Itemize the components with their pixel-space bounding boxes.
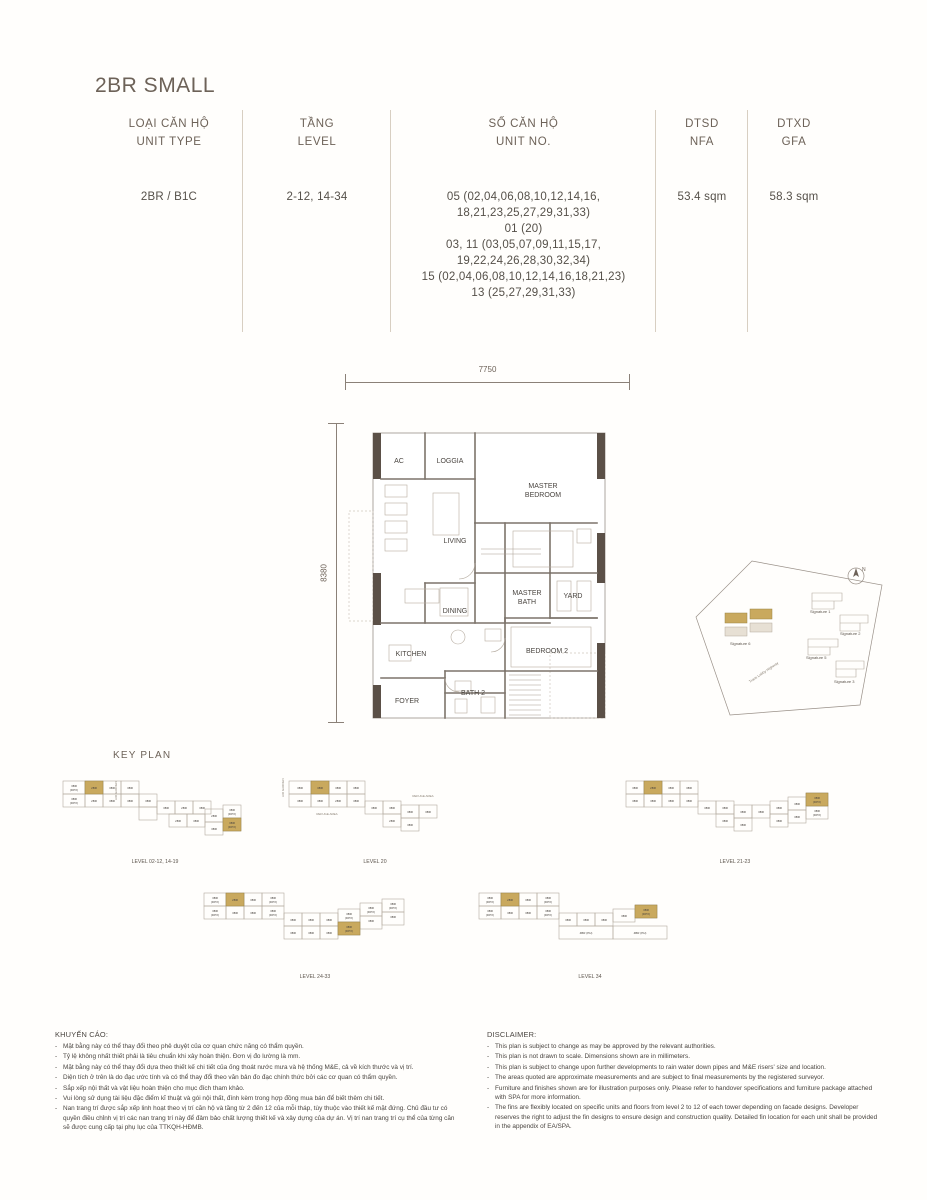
svg-text:2BR: 2BR xyxy=(232,898,238,902)
note-item xyxy=(487,1084,882,1103)
svg-text:3BR: 3BR xyxy=(371,806,377,810)
dimension-tick xyxy=(629,374,630,390)
svg-text:3BR: 3BR xyxy=(794,802,800,806)
dimension-left xyxy=(319,423,340,723)
svg-text:3BR: 3BR xyxy=(71,797,77,801)
svg-text:(DPX): (DPX) xyxy=(812,813,822,817)
svg-text:3BR: 3BR xyxy=(632,799,638,803)
svg-text:3BR: 3BR xyxy=(229,821,235,825)
header-en: UNIT NO. xyxy=(495,136,552,148)
note-text: Mặt bằng này có thể thay đổi dựa theo thiết kế chi tiết của ống thoát nước mưa và hệ thống M&E, cả về kích thước và vị trí. xyxy=(63,1063,414,1071)
header-vn: TẦNG xyxy=(299,118,335,130)
key-plan-caption: LEVEL 24-33 xyxy=(299,974,331,980)
svg-text:3BR: 3BR xyxy=(722,806,728,810)
header-en: LEVEL xyxy=(297,136,337,148)
note-dash: - xyxy=(487,1043,490,1050)
header-vn: LOẠI CĂN HỘ xyxy=(128,118,210,130)
note-item xyxy=(487,1042,882,1051)
room-label-master-bedroom: MASTER xyxy=(528,483,558,490)
floor-plan xyxy=(300,360,660,760)
site-tower-label: Signature 5 xyxy=(806,655,827,660)
svg-text:3BR: 3BR xyxy=(145,799,151,803)
svg-text:(DPX): (DPX) xyxy=(485,900,495,904)
svg-text:3BR: 3BR xyxy=(326,918,332,922)
floor-plan-drawing xyxy=(345,423,630,723)
dimension-tick xyxy=(328,722,344,723)
note-item xyxy=(55,1063,455,1072)
note-dash: - xyxy=(55,1063,58,1071)
svg-text:(DPX): (DPX) xyxy=(366,910,376,914)
svg-text:3BR: 3BR xyxy=(621,914,627,918)
note-text: Mặt bằng này có thể thay đổi theo phê duyệt của cơ quan chức năng có thẩm quyền. xyxy=(63,1043,304,1050)
room-label-master-bath-2: BATH xyxy=(517,599,537,606)
room-label-master-bedroom-2: BEDROOM xyxy=(524,492,562,499)
note-item xyxy=(487,1073,882,1082)
svg-text:(DPX): (DPX) xyxy=(388,906,398,910)
header-vn: SỐ CĂN HỘ xyxy=(488,118,559,130)
spec-value-line: 19,22,24,26,28,30,32,34) xyxy=(456,255,591,267)
header-en: NFA xyxy=(689,136,715,148)
svg-text:3BR: 3BR xyxy=(199,806,205,810)
key-plan-level-24-33 xyxy=(190,885,440,985)
svg-text:3BR: 3BR xyxy=(308,931,314,935)
svg-text:3BR: 3BR xyxy=(317,799,323,803)
svg-text:2BR: 2BR xyxy=(181,806,187,810)
site-tower-label: Signature 2 xyxy=(840,631,861,636)
svg-text:3BR: 3BR xyxy=(297,786,303,790)
svg-text:3BR: 3BR xyxy=(335,786,341,790)
note-dash: - xyxy=(487,1104,490,1112)
note-item xyxy=(55,1084,455,1093)
svg-text:3BR: 3BR xyxy=(487,909,493,913)
svg-text:3BR: 3BR xyxy=(368,906,374,910)
svg-text:3BR: 3BR xyxy=(326,931,332,935)
page-title: 2BR SMALL xyxy=(95,74,216,97)
svg-text:3BR: 3BR xyxy=(232,911,238,915)
svg-text:2BR: 2BR xyxy=(335,799,341,803)
notes-vietnamese xyxy=(55,1030,455,1134)
header-vn: DTXD xyxy=(777,118,811,130)
svg-text:3BR: 3BR xyxy=(346,925,352,929)
svg-text:(DPX): (DPX) xyxy=(268,900,278,904)
notes-title-vn: KHUYẾN CÁO: xyxy=(55,1030,109,1039)
note-text: Furniture and finishes shown are for illustration purposes only. Please refer to handover specifications and furniture package attached with SPA for more information. xyxy=(495,1084,873,1102)
unit-spec-table xyxy=(95,110,840,340)
room-label-loggia: LOGGIA xyxy=(436,458,464,465)
notes-title-en: DISCLAIMER: xyxy=(487,1030,537,1039)
spec-value xyxy=(656,189,748,205)
svg-text:(DPX): (DPX) xyxy=(641,912,651,916)
spec-value-line: 2BR / B1C xyxy=(140,191,198,203)
svg-text:3BR: 3BR xyxy=(250,898,256,902)
note-text: This plan is subject to change upon further developments to rain water down pipes and M&E risers' size and location. xyxy=(495,1063,826,1071)
svg-text:3BR: 3BR xyxy=(643,908,649,912)
site-road-label: Trans Lobby Highway xyxy=(748,661,780,684)
dimension-tick xyxy=(345,374,346,390)
svg-text:3BR: 3BR xyxy=(109,799,115,803)
spec-value-line: 58.3 sqm xyxy=(769,191,819,203)
note-dash: - xyxy=(55,1105,58,1113)
svg-text:3BR: 3BR xyxy=(525,898,531,902)
note-item xyxy=(487,1052,882,1061)
header-vn: DTSD xyxy=(685,118,719,130)
svg-text:3BR: 3BR xyxy=(212,896,218,900)
svg-text:(DPX): (DPX) xyxy=(812,800,822,804)
svg-text:3BR: 3BR xyxy=(776,819,782,823)
svg-text:REFUGE AREA: REFUGE AREA xyxy=(316,812,338,816)
note-item xyxy=(55,1104,455,1132)
note-text: Diện tích ở trên là do đạc ước tính và có thể thay đổi theo văn bản đo đạc chính thức bởi các cơ quan có thẩm quyền. xyxy=(63,1074,398,1082)
header-en: GFA xyxy=(781,136,807,148)
svg-text:(DPX): (DPX) xyxy=(543,913,553,917)
svg-text:4BR (PH): 4BR (PH) xyxy=(633,931,647,935)
dimension-tick xyxy=(328,423,344,424)
site-tower-label: Signature 3 xyxy=(834,679,855,684)
svg-text:3BR: 3BR xyxy=(776,806,782,810)
svg-text:AIR GARDEN: AIR GARDEN xyxy=(114,781,118,800)
spec-value xyxy=(95,189,243,205)
svg-text:(DPX): (DPX) xyxy=(344,929,354,933)
svg-text:3BR: 3BR xyxy=(353,786,359,790)
room-label-yard: YARD xyxy=(563,593,583,600)
svg-text:3BR: 3BR xyxy=(353,799,359,803)
svg-text:(DPX): (DPX) xyxy=(210,913,220,917)
note-text: Sắp xếp nội thất và vật liệu hoàn thiện cho mục đích tham khảo. xyxy=(63,1084,245,1092)
note-dash: - xyxy=(55,1084,58,1092)
dimension-line xyxy=(336,423,337,723)
note-dash: - xyxy=(55,1095,58,1103)
svg-text:3BR: 3BR xyxy=(425,810,431,814)
svg-text:(DPX): (DPX) xyxy=(69,801,79,805)
dimension-left-label: 8380 xyxy=(317,561,330,585)
room-label-bedroom-2: BEDROOM 2 xyxy=(525,648,569,655)
note-item xyxy=(55,1094,455,1103)
dimension-line xyxy=(345,382,630,383)
site-tower-label: Signature 6 xyxy=(730,641,751,646)
note-text: Nan trang trí được sắp xếp linh hoạt theo vị trí căn hộ và tầng từ 2 đến 12 của mỗi tháp, tùy thuộc vào thiết kế mặt đứng. Chủ đầu tư có quyền điều chỉnh vị trí các nan trang trí này để đảm bảo chất lượng thiết kế và xây dựng của dự án. Vị trí nan trang trí cụ thể của từng căn sẽ được cung cấp tại phụ lục của TTKQH-HĐMB. xyxy=(63,1105,455,1132)
svg-text:3BR: 3BR xyxy=(794,815,800,819)
key-plan-heading: KEY PLAN xyxy=(113,750,172,761)
svg-text:2BR: 2BR xyxy=(91,786,97,790)
svg-text:3BR: 3BR xyxy=(308,918,314,922)
key-plan-caption: LEVEL 21-23 xyxy=(719,859,751,865)
spec-value-line: 53.4 sqm xyxy=(677,191,727,203)
note-dash: - xyxy=(55,1043,58,1050)
svg-text:3BR: 3BR xyxy=(487,896,493,900)
svg-text:3BR: 3BR xyxy=(722,819,728,823)
svg-text:3BR: 3BR xyxy=(317,786,323,790)
spec-value-line: 18,21,23,25,27,29,31,33) xyxy=(456,207,591,219)
svg-text:3BR: 3BR xyxy=(525,911,531,915)
svg-text:3BR: 3BR xyxy=(632,786,638,790)
svg-text:(DPX): (DPX) xyxy=(344,916,354,920)
svg-text:3BR: 3BR xyxy=(668,786,674,790)
svg-text:(DPX): (DPX) xyxy=(69,788,79,792)
svg-text:3BR: 3BR xyxy=(407,823,413,827)
svg-text:3BR: 3BR xyxy=(583,918,589,922)
note-dash: - xyxy=(487,1074,490,1082)
spec-value-line: 03, 11 (03,05,07,09,11,15,17, xyxy=(446,239,601,251)
dimension-top xyxy=(345,365,630,386)
svg-text:3BR: 3BR xyxy=(163,806,169,810)
svg-text:3BR: 3BR xyxy=(109,786,115,790)
room-label-foyer: FOYER xyxy=(394,698,420,705)
svg-text:3BR: 3BR xyxy=(704,806,710,810)
svg-text:3BR: 3BR xyxy=(650,799,656,803)
svg-text:3BR: 3BR xyxy=(127,799,133,803)
svg-text:3BR: 3BR xyxy=(270,909,276,913)
key-plan-level-20 xyxy=(275,775,475,870)
svg-text:3BR: 3BR xyxy=(686,786,692,790)
note-text: The areas quoted are approximate measurements and are subject to final measurements by the registered surveyor. xyxy=(495,1074,825,1082)
svg-text:3BR: 3BR xyxy=(211,827,217,831)
note-item xyxy=(55,1073,455,1082)
note-dash: - xyxy=(55,1074,58,1082)
svg-text:3BR: 3BR xyxy=(290,918,296,922)
svg-text:3BR: 3BR xyxy=(740,823,746,827)
svg-text:3BR: 3BR xyxy=(390,915,396,919)
room-label-master-bath: MASTER xyxy=(512,590,542,597)
svg-text:2BR: 2BR xyxy=(650,786,656,790)
spec-column-unit-type xyxy=(95,110,243,340)
svg-text:3BR: 3BR xyxy=(290,931,296,935)
svg-text:3BR: 3BR xyxy=(407,810,413,814)
svg-text:3BR: 3BR xyxy=(346,912,352,916)
svg-text:2BR: 2BR xyxy=(389,819,395,823)
spec-value-line: 15 (02,04,06,08,10,12,14,16,18,21,23) xyxy=(421,271,626,283)
key-plan-level-21-23 xyxy=(620,775,850,870)
svg-text:N: N xyxy=(862,567,866,573)
svg-text:3BR: 3BR xyxy=(545,909,551,913)
note-text: This plan is subject to change as may be approved by the relevant authorities. xyxy=(495,1043,716,1050)
spec-value-line: 01 (20) xyxy=(504,223,543,235)
svg-text:3BR: 3BR xyxy=(601,918,607,922)
spec-value xyxy=(243,189,391,205)
svg-text:3BR: 3BR xyxy=(71,784,77,788)
note-dash: - xyxy=(487,1084,490,1092)
room-label-bath-2: BATH 2 xyxy=(461,690,485,697)
svg-text:AIR GARDEN: AIR GARDEN xyxy=(281,778,285,797)
spec-value-line: 05 (02,04,06,08,10,12,14,16, xyxy=(446,191,601,203)
note-text: Tỷ lệ không nhất thiết phải là tiêu chuẩn khi xây hoàn thiện. Đơn vị đo lường là mm. xyxy=(63,1053,301,1061)
note-text: Vui lòng sử dụng tài liệu đặc điểm kĩ thuật và gói nội thất, đính kèm trong hợp đồng mua bán để biết thêm chi tiết. xyxy=(63,1095,385,1103)
svg-text:3BR: 3BR xyxy=(668,799,674,803)
svg-text:4BR (PH): 4BR (PH) xyxy=(579,931,593,935)
site-tower-label: Signature 1 xyxy=(810,609,831,614)
note-dash: - xyxy=(55,1053,58,1061)
note-dash: - xyxy=(487,1053,490,1061)
note-item xyxy=(487,1063,882,1072)
note-item xyxy=(55,1052,455,1061)
note-text: This plan is not drawn to scale. Dimensions shown are in millimeters. xyxy=(495,1053,690,1061)
svg-text:3BR: 3BR xyxy=(686,799,692,803)
note-text: The fins are flexibly located on specific units and floors from level 2 to 12 of each tower depending on facade designs. Developer reserves the right to adjust the fin designs to ensure design and construction quality. Detailed fin location for each unit shall be provided in the appendix of EA/SPA. xyxy=(495,1104,878,1131)
key-plan-caption: LEVEL 34 xyxy=(578,974,602,980)
spec-column-level xyxy=(243,110,391,340)
spec-column-unit-no xyxy=(391,110,656,340)
room-label-ac: AC xyxy=(394,458,404,465)
svg-text:2BR: 2BR xyxy=(91,799,97,803)
svg-text:3BR: 3BR xyxy=(814,809,820,813)
dimension-top-label: 7750 xyxy=(476,365,500,374)
svg-text:3BR: 3BR xyxy=(507,911,513,915)
svg-text:3BR: 3BR xyxy=(127,786,133,790)
spec-value xyxy=(391,189,656,301)
spec-value-line: 13 (25,27,29,31,33) xyxy=(471,287,576,299)
svg-text:3BR: 3BR xyxy=(758,810,764,814)
notes-english xyxy=(487,1030,882,1133)
svg-text:3BR: 3BR xyxy=(270,896,276,900)
room-label-living: LIVING xyxy=(443,538,467,545)
svg-text:3BR: 3BR xyxy=(565,918,571,922)
svg-text:REFUGE AREA: REFUGE AREA xyxy=(412,794,434,798)
svg-text:3BR: 3BR xyxy=(389,806,395,810)
svg-text:2BR: 2BR xyxy=(507,898,513,902)
spec-value-line: 2-12, 14-34 xyxy=(286,191,348,203)
spec-column-nfa xyxy=(656,110,748,340)
key-plan-level-02-19 xyxy=(55,775,255,870)
svg-text:3BR: 3BR xyxy=(193,819,199,823)
svg-text:3BR: 3BR xyxy=(250,911,256,915)
svg-text:3BR: 3BR xyxy=(297,799,303,803)
key-plan-level-34 xyxy=(465,885,715,985)
key-plan-caption: LEVEL 02-12, 14-19 xyxy=(131,859,179,865)
svg-text:(DPX): (DPX) xyxy=(485,913,495,917)
room-label-kitchen: KITCHEN xyxy=(395,651,427,658)
svg-text:3BR: 3BR xyxy=(368,919,374,923)
room-label-dining: DINING xyxy=(442,608,468,615)
svg-text:3BR: 3BR xyxy=(740,810,746,814)
svg-text:(DPX): (DPX) xyxy=(227,812,237,816)
site-plan xyxy=(690,555,890,725)
spec-value xyxy=(748,189,840,205)
svg-text:(DPX): (DPX) xyxy=(210,900,220,904)
svg-text:3BR: 3BR xyxy=(814,796,820,800)
note-item xyxy=(55,1042,455,1051)
svg-text:3BR: 3BR xyxy=(229,808,235,812)
svg-text:3BR: 3BR xyxy=(545,896,551,900)
svg-text:3BR: 3BR xyxy=(212,909,218,913)
spec-column-gfa xyxy=(748,110,840,340)
svg-text:(DPX): (DPX) xyxy=(268,913,278,917)
key-plan-caption: LEVEL 20 xyxy=(363,859,387,865)
header-en: UNIT TYPE xyxy=(136,136,202,148)
note-item xyxy=(487,1103,882,1131)
svg-text:(DPX): (DPX) xyxy=(227,825,237,829)
svg-text:2BR: 2BR xyxy=(211,814,217,818)
svg-text:(DPX): (DPX) xyxy=(543,900,553,904)
svg-text:2BR: 2BR xyxy=(175,819,181,823)
note-dash: - xyxy=(487,1063,490,1071)
svg-text:3BR: 3BR xyxy=(390,902,396,906)
